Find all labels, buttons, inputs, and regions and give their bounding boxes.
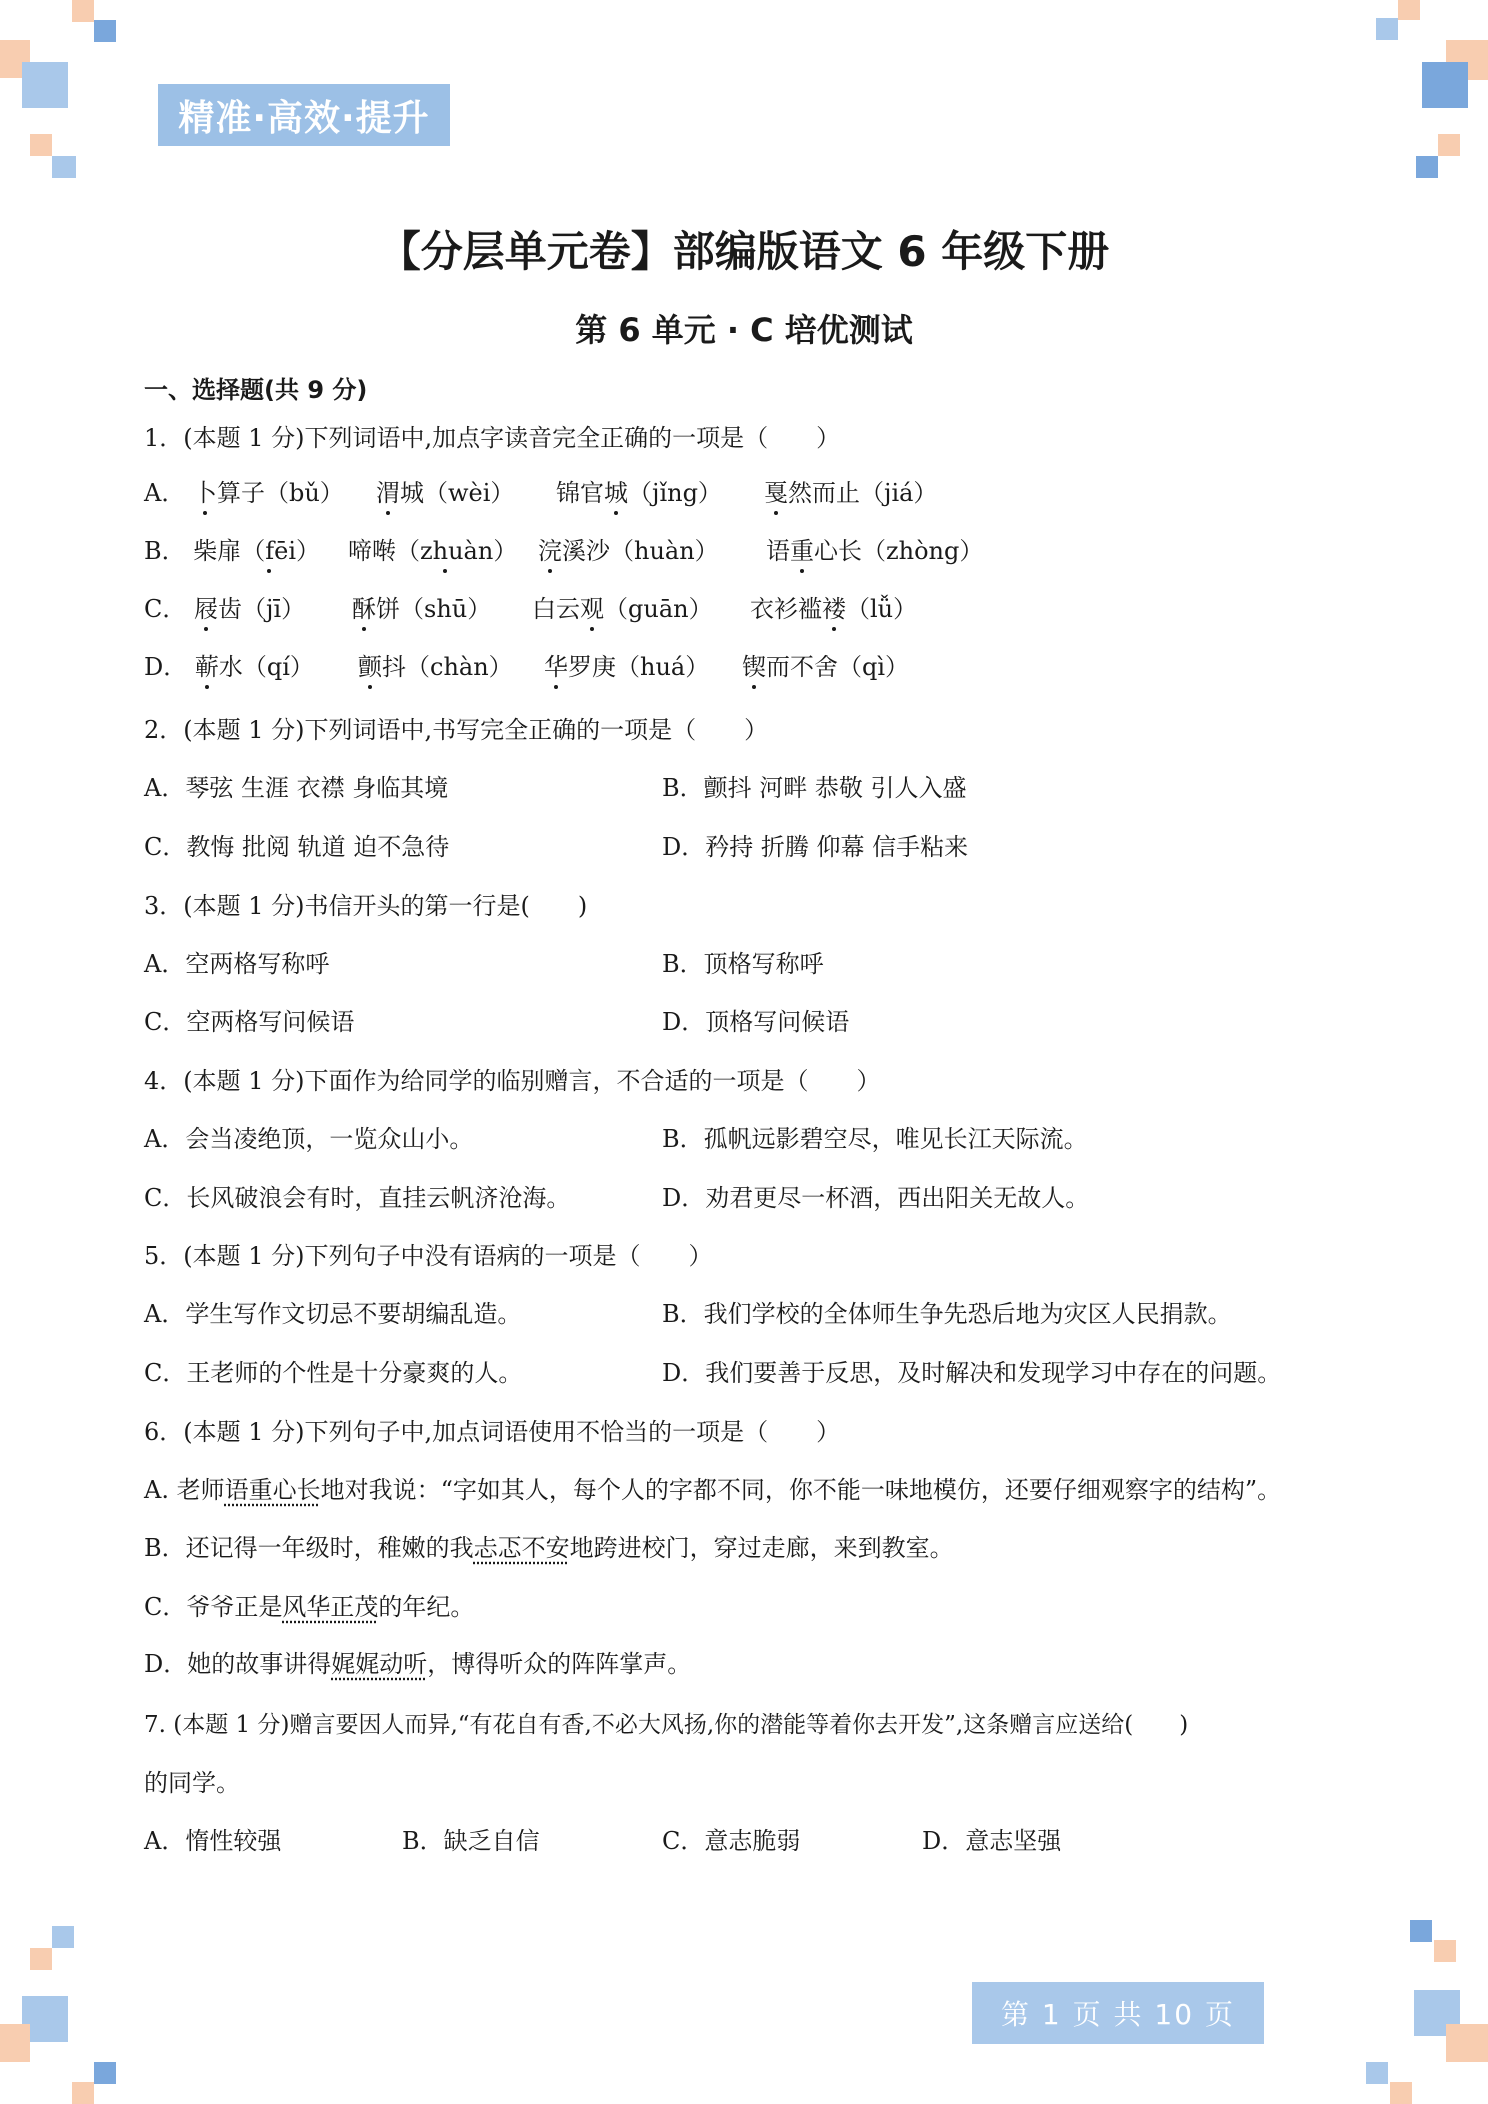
q1-option-d <box>144 649 314 685</box>
option-text: 啼 <box>348 537 372 565</box>
option-text: 然而止（jiá） <box>788 479 938 507</box>
option-text: 抖（chàn） <box>382 653 513 681</box>
document-subtitle: 第 6 单元 · C 培优测试 <box>575 311 913 349</box>
decor-square <box>30 134 52 156</box>
decor-square <box>1376 18 1398 40</box>
decor-square <box>94 20 116 42</box>
q6-option-d <box>144 1646 691 1682</box>
q1-option-a-word2 <box>376 475 514 511</box>
option-text: 心长（zhòng） <box>814 537 984 565</box>
document-title: 【分层单元卷】部编版语文 6 年级下册 <box>378 227 1110 276</box>
decor-square <box>1434 1940 1456 1962</box>
option-text: 地跨进校门，穿过走廊，来到教室。 <box>569 1534 954 1562</box>
q4-option-c: C．长风破浪会有时，直挂云帆济沧海。 <box>144 1184 571 1212</box>
dotted-char: 酥 <box>352 591 376 627</box>
q3-option-d: D．顶格写问候语 <box>662 1008 850 1036</box>
decor-square <box>1446 2024 1488 2062</box>
q1-option-d-word3 <box>544 649 709 685</box>
option-text: 饼（shū） <box>376 595 492 623</box>
dotted-char: 颤 <box>358 649 382 685</box>
q1-option-c <box>144 591 305 627</box>
q6-option-a <box>144 1472 1281 1508</box>
decor-square <box>1438 134 1460 156</box>
question-stem: 3．(本题 1 分)书信开头的第一行是( ) <box>144 892 588 920</box>
question-stem-continued: 的同学。 <box>144 1769 240 1797</box>
q2-option-a: A．琴弦 生涯 衣襟 身临其境 <box>144 774 449 802</box>
q3-option-a: A．空两格写称呼 <box>144 950 330 978</box>
q1-option-c-word4 <box>750 591 917 627</box>
decor-square <box>30 1948 52 1970</box>
q4-option-a: A．会当凌绝顶，一览众山小。 <box>144 1125 474 1153</box>
question-stem: 7. (本题 1 分)赠言要因人而异,“有花自有香,不必大风扬,你的潜能等着你去开发”,这条赠言应送给( ) <box>144 1712 1189 1738</box>
section-heading: 一、选择题(共 9 分) <box>144 376 368 404</box>
decor-square <box>1410 1920 1432 1942</box>
q7-option-b: B．缺乏自信 <box>402 1827 540 1855</box>
decor-square <box>1422 62 1468 108</box>
decor-square <box>94 2062 116 2084</box>
dotted-text: 风华正茂 <box>282 1593 379 1621</box>
q6-option-c <box>144 1589 474 1625</box>
q5-option-a: A．学生写作文切忌不要胡编乱造。 <box>144 1300 522 1328</box>
page-number-badge: 第 1 页 共 10 页 <box>972 1982 1264 2044</box>
dotted-char: 蕲 <box>195 649 219 685</box>
question-stem: 4．(本题 1 分)下面作为给同学的临别赠言，不合适的一项是（ ） <box>144 1067 881 1095</box>
q7-option-c: C．意志脆弱 <box>662 1827 801 1855</box>
q1-option-a-word4 <box>764 475 937 511</box>
dotted-char: 城 <box>604 475 628 511</box>
dotted-char: 戛 <box>764 475 788 511</box>
option-label: B． <box>144 537 186 565</box>
dotted-text: 忐忑不安 <box>473 1534 570 1562</box>
dotted-char: 浣 <box>538 533 562 569</box>
option-label: C． <box>144 595 187 623</box>
dotted-char: 扉（fēi） <box>217 533 320 569</box>
question-stem: 1．(本题 1 分)下列词语中,加点字读音完全正确的一项是（ ） <box>144 424 841 452</box>
q6-option-b <box>144 1530 954 1566</box>
q1-option-a <box>144 475 344 511</box>
question-stem: 6．(本题 1 分)下列句子中,加点词语使用不恰当的一项是（ ） <box>144 1418 841 1446</box>
option-text: D．她的故事讲得 <box>144 1650 332 1678</box>
option-text: 罗庚（huá） <box>568 653 710 681</box>
option-text: 语 <box>766 537 790 565</box>
dotted-char: 啭（zhuàn） <box>372 533 517 569</box>
decor-square <box>52 156 76 178</box>
option-text: （jǐng） <box>628 479 722 507</box>
option-text: ，博得听众的阵阵掌声。 <box>427 1650 692 1678</box>
option-label: D． <box>144 653 188 681</box>
q1-option-d-word2 <box>358 649 513 685</box>
option-text: 城（wèi） <box>400 479 515 507</box>
q1-option-a-word3 <box>556 475 722 511</box>
decor-square <box>72 0 94 22</box>
q2-option-b: B．颤抖 河畔 恭敬 引人入盛 <box>662 774 967 802</box>
decor-square <box>0 2024 30 2062</box>
decor-square <box>1416 156 1438 178</box>
decor-square <box>1366 2062 1388 2084</box>
q3-option-c: C．空两格写问候语 <box>144 1008 355 1036</box>
option-text: 地对我说：“字如其人，每个人的字都不同，你不能一味地模仿，还要仔细观察字的结构”。 <box>320 1476 1282 1504</box>
option-text: 锦官 <box>556 479 604 507</box>
question-stem: 5．(本题 1 分)下列句子中没有语病的一项是（ ） <box>144 1242 713 1270</box>
dotted-char: 卜 <box>193 475 217 511</box>
option-text: 的年纪。 <box>378 1593 475 1621</box>
option-text: B．还记得一年级时，稚嫩的我 <box>144 1534 474 1562</box>
q1-option-c-word2 <box>352 591 491 627</box>
option-text: 柴 <box>193 537 218 565</box>
dotted-char: 观 <box>580 591 604 627</box>
decor-square <box>52 1926 74 1948</box>
decor-square <box>22 62 68 108</box>
q2-option-d: D．矜持 折腾 仰幕 信手粘来 <box>662 833 969 861</box>
dotted-char: 屐 <box>194 591 218 627</box>
question-stem: 2．(本题 1 分)下列词语中,书写完全正确的一项是（ ） <box>144 716 769 744</box>
option-text: 白云 <box>532 595 580 623</box>
option-text: A. 老师 <box>144 1476 225 1504</box>
q1-option-c-word3 <box>532 591 713 627</box>
option-text: 齿（jī） <box>218 595 306 623</box>
option-text: 衣衫褴 <box>750 595 822 623</box>
dotted-char: 华 <box>544 649 568 685</box>
decor-square <box>1390 2082 1412 2104</box>
option-text: 水（qí） <box>218 653 314 681</box>
q1-option-b-word4 <box>766 533 983 569</box>
brand-banner: 精准·高效·提升 <box>158 84 450 146</box>
q5-option-b: B．我们学校的全体师生争先恐后地为灾区人民捐款。 <box>662 1300 1232 1328</box>
dotted-text: 娓娓动听 <box>331 1650 428 1678</box>
option-text: 而不舍（qì） <box>766 653 910 681</box>
dotted-text: 语重心长 <box>224 1476 321 1504</box>
q1-option-b-word3 <box>538 533 719 569</box>
q7-option-d: D．意志坚强 <box>922 1827 1062 1855</box>
q3-option-b: B．顶格写称呼 <box>662 950 824 978</box>
q1-option-d-word4 <box>742 649 909 685</box>
option-text: 溪沙（huàn） <box>562 537 719 565</box>
q1-option-b-word2 <box>348 533 517 569</box>
dotted-char: 锲 <box>742 649 766 685</box>
q5-option-d: D．我们要善于反思，及时解决和发现学习中存在的问题。 <box>662 1359 1282 1387</box>
option-text: （guān） <box>604 595 713 623</box>
dotted-word <box>225 1476 321 1504</box>
option-label: A． <box>144 479 186 507</box>
option-text: C．爷爷正是 <box>144 1593 283 1621</box>
q4-option-b: B．孤帆远影碧空尽，唯见长江天际流。 <box>662 1125 1088 1153</box>
q7-option-a: A．惰性较强 <box>144 1827 282 1855</box>
dotted-char: 褛 <box>822 591 846 627</box>
option-text: 算子（bǔ） <box>216 479 344 507</box>
q1-option-b <box>144 533 320 569</box>
dotted-char: 渭 <box>376 475 400 511</box>
q5-option-c: C．王老师的个性是十分豪爽的人。 <box>144 1359 523 1387</box>
q2-option-c: C．教悔 批阅 轨道 迫不急待 <box>144 833 450 861</box>
dotted-char: 重 <box>790 533 814 569</box>
option-text: （lǚ） <box>846 595 918 623</box>
decor-square <box>1398 0 1420 20</box>
decor-square <box>72 2082 94 2104</box>
q4-option-d: D．劝君更尽一杯酒，西出阳关无故人。 <box>662 1184 1090 1212</box>
